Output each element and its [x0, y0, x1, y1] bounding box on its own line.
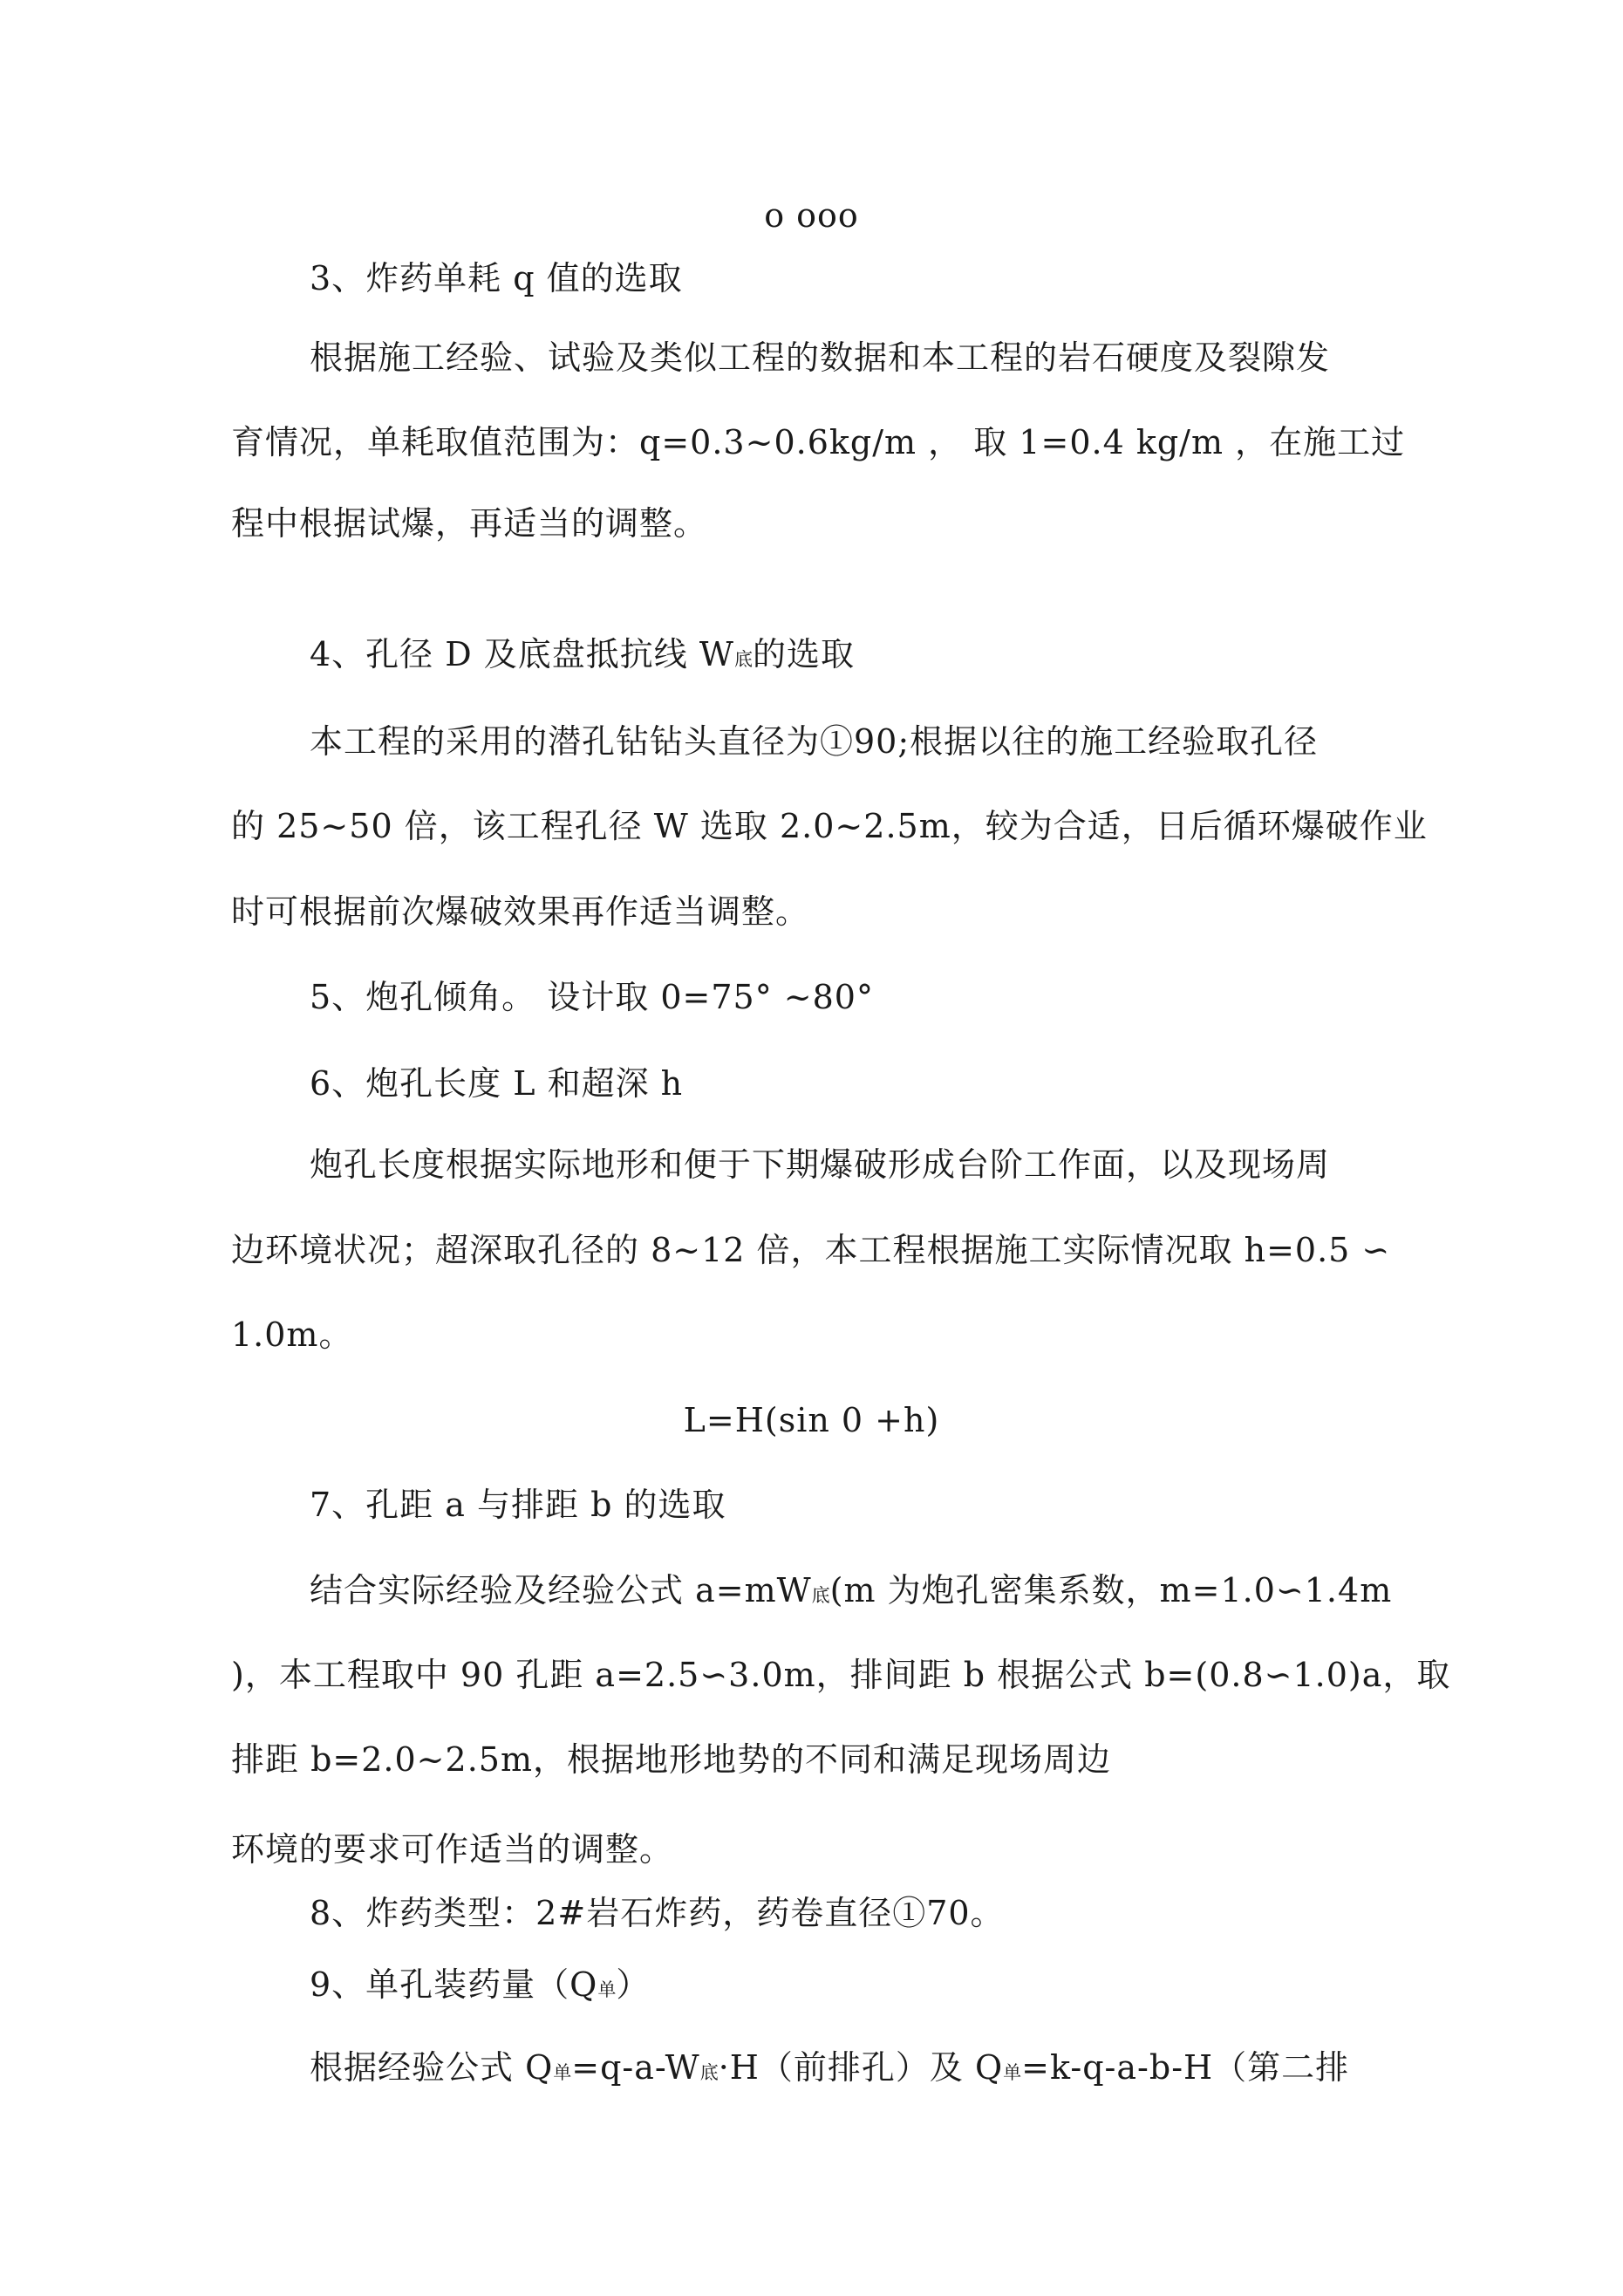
paragraph-9-a: 根据经验公式 Q: [310, 2048, 554, 2087]
subscript-di: 底: [733, 649, 753, 670]
paragraph-7-line-3: 排距 b=2.0~2.5m，根据地形地势的不同和满足现场周边: [231, 1740, 1111, 1779]
paragraph-7-line-1-b: (m 为炮孔密集系数，m=1.0∽1.4m: [829, 1571, 1393, 1609]
heading-9-tail: ）: [616, 1965, 651, 2004]
paragraph-6-line-3: 1.0m。: [231, 1315, 353, 1354]
heading-8: 8、炸药类型：2#岩石炸药，药卷直径①70。: [310, 1894, 1005, 1932]
paragraph-3-line-3: 程中根据试爆，再适当的调整。: [231, 504, 708, 543]
paragraph-6-line-1: 炮孔长度根据实际地形和便于下期爆破形成台阶工作面，以及现场周: [310, 1145, 1331, 1184]
heading-6: 6、炮孔长度 L 和超深 h: [310, 1064, 684, 1103]
paragraph-4-line-3: 时可根据前次爆破效果再作适当调整。: [231, 892, 810, 931]
subscript-dan: 单: [597, 1979, 617, 2000]
paragraph-3-line-1: 根据施工经验、试验及类似工程的数据和本工程的岩石硬度及裂隙发: [310, 338, 1331, 377]
heading-7: 7、孔距 a 与排距 b 的选取: [310, 1486, 726, 1524]
paragraph-7-line-1: [310, 1568, 1400, 1617]
paragraph-9-c: ·H（前排孔）及 Q: [718, 2048, 1004, 2087]
formula-length: L=H(sin 0 +h): [683, 1401, 940, 1439]
paragraph-3-line-2: 育情况，单耗取值范围为：q=0.3~0.6kg/m ， 取 1=0.4 kg/m ，在施工过: [231, 423, 1406, 461]
paragraph-4-line-1: 本工程的采用的潜孔钻钻头直径为①90;根据以往的施工经验取孔径: [310, 722, 1319, 761]
subscript-dan: 单: [553, 2062, 572, 2083]
paragraph-9-d: =k-q-a-b-H（第二排: [1021, 2048, 1350, 2087]
subscript-di: 底: [811, 1585, 830, 1606]
heading-9-text: 9、单孔装药量（Q: [310, 1965, 598, 2004]
paragraph-7-line-4: 环境的要求可作适当的调整。: [231, 1830, 674, 1869]
paragraph-4-line-2: 的 25~50 倍，该工程孔径 W 选取 2.0~2.5m，较为合适，日后循环爆破作业: [231, 807, 1428, 845]
heading-4-text: 4、孔径 D 及底盘抵抗线 W: [310, 635, 734, 673]
heading-3: 3、炸药单耗 q 值的选取: [310, 259, 683, 297]
subscript-dan: 单: [1003, 2062, 1022, 2083]
paragraph-6-line-2: 边环境状况；超深取孔径的 8~12 倍，本工程根据施工实际情况取 h=0.5 ∽: [231, 1231, 1391, 1269]
heading-4-tail: 的选取: [752, 635, 855, 673]
paragraph-9-line-1: [310, 2046, 1400, 2094]
heading-9: [310, 1963, 1400, 2012]
paragraph-7-line-2: )，本工程取中 90 孔距 a=2.5∽3.0m，排间距 b 根据公式 b=(0.8∽1.0)a，取: [231, 1656, 1451, 1694]
page-header-marks: o ooo: [764, 196, 859, 235]
paragraph-7-line-1-a: 结合实际经验及经验公式 a=mW: [310, 1571, 812, 1609]
paragraph-9-b: =q-a-W: [571, 2048, 700, 2087]
heading-4: [310, 632, 1400, 681]
heading-5: 5、炮孔倾角。 设计取 0=75° ~80°: [310, 978, 874, 1016]
subscript-di: 底: [699, 2062, 719, 2083]
